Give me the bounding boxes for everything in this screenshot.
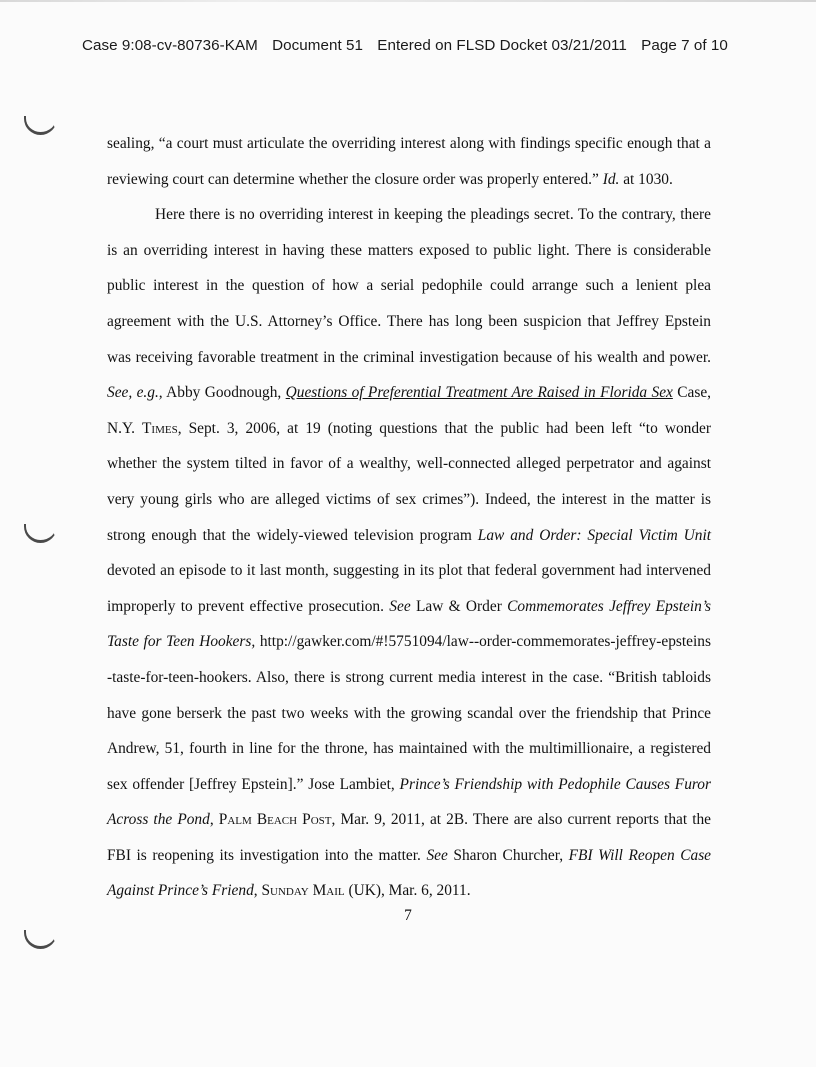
body-text (107, 126, 711, 909)
case-number: Case 9:08-cv-80736-KAM (82, 37, 258, 54)
article-title: Prince’s Friendship with Pedophile Causes Furor Across the Pond (107, 775, 711, 829)
punch-hole-bottom (24, 930, 57, 949)
citation-url: http://gawker.com/#!5751094/law--order-commemorates-jeffrey-epsteins-taste-for-teen-hookers (107, 633, 711, 686)
paragraph-continued: sealing, “a court must articulate the overriding interest along with findings specific enough that a reviewing court can determine whether the closure order was properly entered.” Id. at 1030. (107, 135, 711, 188)
page-number: 7 (404, 907, 412, 924)
scan-edge (0, 0, 816, 2)
tv-program-title: Law and Order: Special Victim Unit (477, 526, 711, 544)
signal-see: See (389, 597, 411, 615)
punch-hole-middle (24, 524, 57, 543)
publication-name: Times (142, 419, 178, 437)
signal-see-eg: See, e.g., (107, 384, 163, 402)
article-title: FBI Will Reopen Case Against Prince’s Friend (107, 846, 712, 900)
page-count: Page 7 of 10 (641, 37, 728, 54)
paragraph-public-interest: Here there is no overriding interest in keeping the pleadings secret. To the contrary, there is an overriding interest in having these matters exposed to public light. There is considerable public interest in the question of how a serial pedophile could arrange such a lenient plea agreement with the U.S. Attorney’s Office. There has long been suspicion that Jeffrey Epstein was receiving favorable treatment in the criminal investigation because of his wealth and power. See, e.g., Abby Goodnough, Questions of Preferential Treatment Are Raised in Florida Sex Case, N.Y. Times, Sept. 3, 2006, at 19 (noting questions that the public had been left “to wonder whether the system tilted in favor of a wealthy, well-connected alleged perpetrator and against very young girls who are alleged victims of sex crimes”). Indeed, the interest in the matter is strong enough that the widely-viewed television program Law and Order: Special Victim Unit devoted an episode to it last month, suggesting in its plot that federal government had intervened improperly to prevent effective prosecution. See Law & Order Commemorates Jeffrey Epstein’s Taste for Teen Hookers, http://gawker.com/#!5751094/law--order-commemorates-jeffrey-epsteins-taste-for-teen-hookers. Also, there is strong current media interest in the case. “British tabloids have gone berserk the past two weeks with the growing scandal over the friendship that Prince Andrew, 51, fourth in line for the throne, has maintained with the multimillionaire, a registered sex offender [Jeffrey Epstein].” Jose Lambiet, Prince’s Friendship with Pedophile Causes Furor Across the Pond, Palm Beach Post, Mar. 9, 2011, at 2B. There are also current reports that the FBI is reopening its investigation into the matter. See Sharon Churcher, FBI Will Reopen Case Against Prince’s Friend, Sunday Mail (UK), Mar. 6, 2011. (107, 206, 712, 900)
article-title: Questions of Preferential Treatment Are Raised in Florida Sex (285, 384, 673, 402)
punch-hole-top (24, 116, 57, 135)
document-number: Document 51 (272, 37, 364, 54)
docket-header (82, 37, 728, 54)
publication-name: Sunday Mail (261, 882, 345, 900)
article-title: Commemorates Jeffrey Epstein’s Taste for Teen Hookers, (107, 597, 711, 651)
docket-entry: Entered on FLSD Docket 03/21/2011 (377, 37, 627, 54)
publication-name: Palm Beach Post (218, 811, 332, 829)
signal-see: See (426, 846, 448, 864)
citation-id: Id. (602, 170, 620, 188)
